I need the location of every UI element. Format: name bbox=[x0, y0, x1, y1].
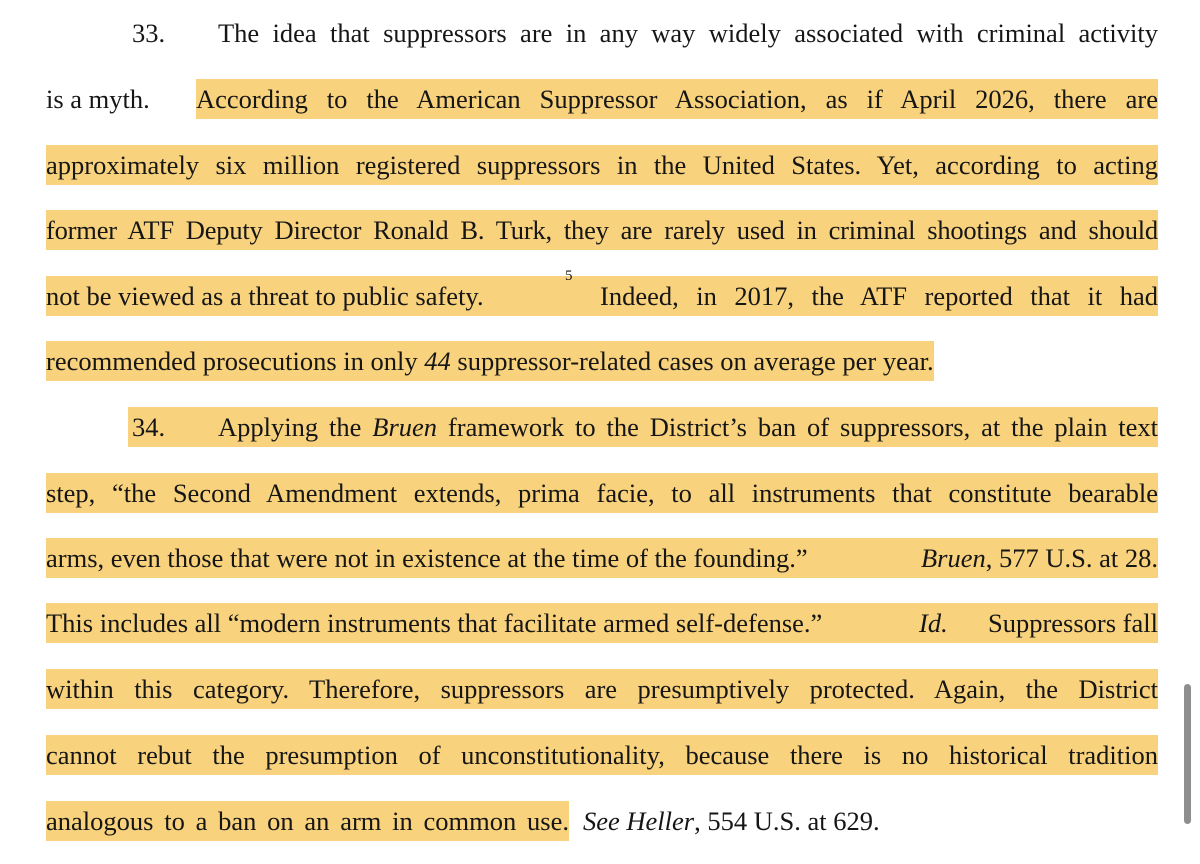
highlighted-text: within this category. Therefore, suppressors are presumptively protected. Again, the District bbox=[46, 674, 1158, 704]
paragraph-34-line-5 bbox=[46, 669, 1158, 709]
text-run: The idea that suppressors are in any way widely associated with criminal activity bbox=[218, 18, 1158, 48]
paragraph-34-line-4 bbox=[46, 603, 1158, 643]
paragraph-number: 33. bbox=[132, 18, 166, 48]
emphasis: Bruen bbox=[372, 412, 438, 442]
text-run: , 554 U.S. at 629. bbox=[694, 806, 880, 836]
paragraph-33-line-4 bbox=[46, 210, 1158, 250]
highlighted-text: analogous to a ban on an arm in common use. bbox=[46, 801, 569, 841]
citation bbox=[583, 801, 880, 841]
paragraph-34-line-1 bbox=[46, 407, 1158, 447]
vertical-scrollbar[interactable] bbox=[1184, 684, 1191, 824]
paragraph-34-line-7 bbox=[46, 801, 1158, 841]
highlighted-text: step, “the Second Amendment extends, prima facie, to all instruments that constitute bearable bbox=[46, 478, 1158, 508]
highlighted-text: cannot rebut the presumption of unconstitutionality, because there is no historical tradition bbox=[46, 740, 1158, 770]
text-run: , 577 U.S. at 28. bbox=[985, 543, 1158, 573]
highlighted-text: According to the American Suppressor Association, as if April 2026, there are bbox=[196, 79, 1158, 119]
text-run: Suppressors fall bbox=[987, 608, 1158, 638]
highlighted-text: former ATF Deputy Director Ronald B. Turk, they are rarely used in criminal shootings and should bbox=[46, 215, 1158, 245]
emphasis: Id. bbox=[919, 608, 948, 638]
paragraph-33-line-5: not be viewed as a threat to public safety. 5 Indeed, in 2017, the ATF reported that it had bbox=[46, 276, 1158, 316]
text-run: suppressor-related cases on average per year. bbox=[450, 346, 934, 376]
text-run: Applying the bbox=[218, 412, 373, 442]
paragraph-33-line-3 bbox=[46, 145, 1158, 185]
emphasis: 44 bbox=[424, 346, 451, 376]
text-run: framework to the District’s ban of suppressors, at the plain text bbox=[437, 412, 1158, 442]
paragraph-number: 34. bbox=[132, 412, 166, 442]
paragraph-33-line-1 bbox=[46, 13, 1158, 53]
text-run: arms, even those that were not in existence at the time of the founding.” bbox=[46, 543, 808, 573]
highlighted-text bbox=[46, 276, 576, 316]
text-run: is a myth. bbox=[46, 84, 150, 114]
text-run: not be viewed as a threat to public safety. bbox=[46, 281, 484, 311]
emphasis: Bruen bbox=[920, 543, 986, 573]
paragraph-34-line-2 bbox=[46, 473, 1158, 513]
citation bbox=[921, 538, 1158, 578]
paragraph-33-line-2 bbox=[46, 79, 1158, 119]
text-run: This includes all “modern instruments that facilitate armed self-defense.” bbox=[46, 608, 823, 638]
paragraph-34-line-3 bbox=[46, 538, 1158, 578]
paragraph-34-line-6 bbox=[46, 735, 1158, 775]
highlighted-text bbox=[46, 341, 934, 381]
paragraph-33-line-6 bbox=[46, 341, 1006, 381]
emphasis: See Heller bbox=[583, 806, 695, 836]
text-run: recommended prosecutions in only bbox=[46, 346, 425, 376]
highlighted-text: approximately six million registered suppressors in the United States. Yet, according to acting bbox=[46, 150, 1158, 180]
text-run bbox=[218, 407, 1158, 447]
highlighted-text: Indeed, in 2017, the ATF reported that it had bbox=[600, 281, 1158, 311]
